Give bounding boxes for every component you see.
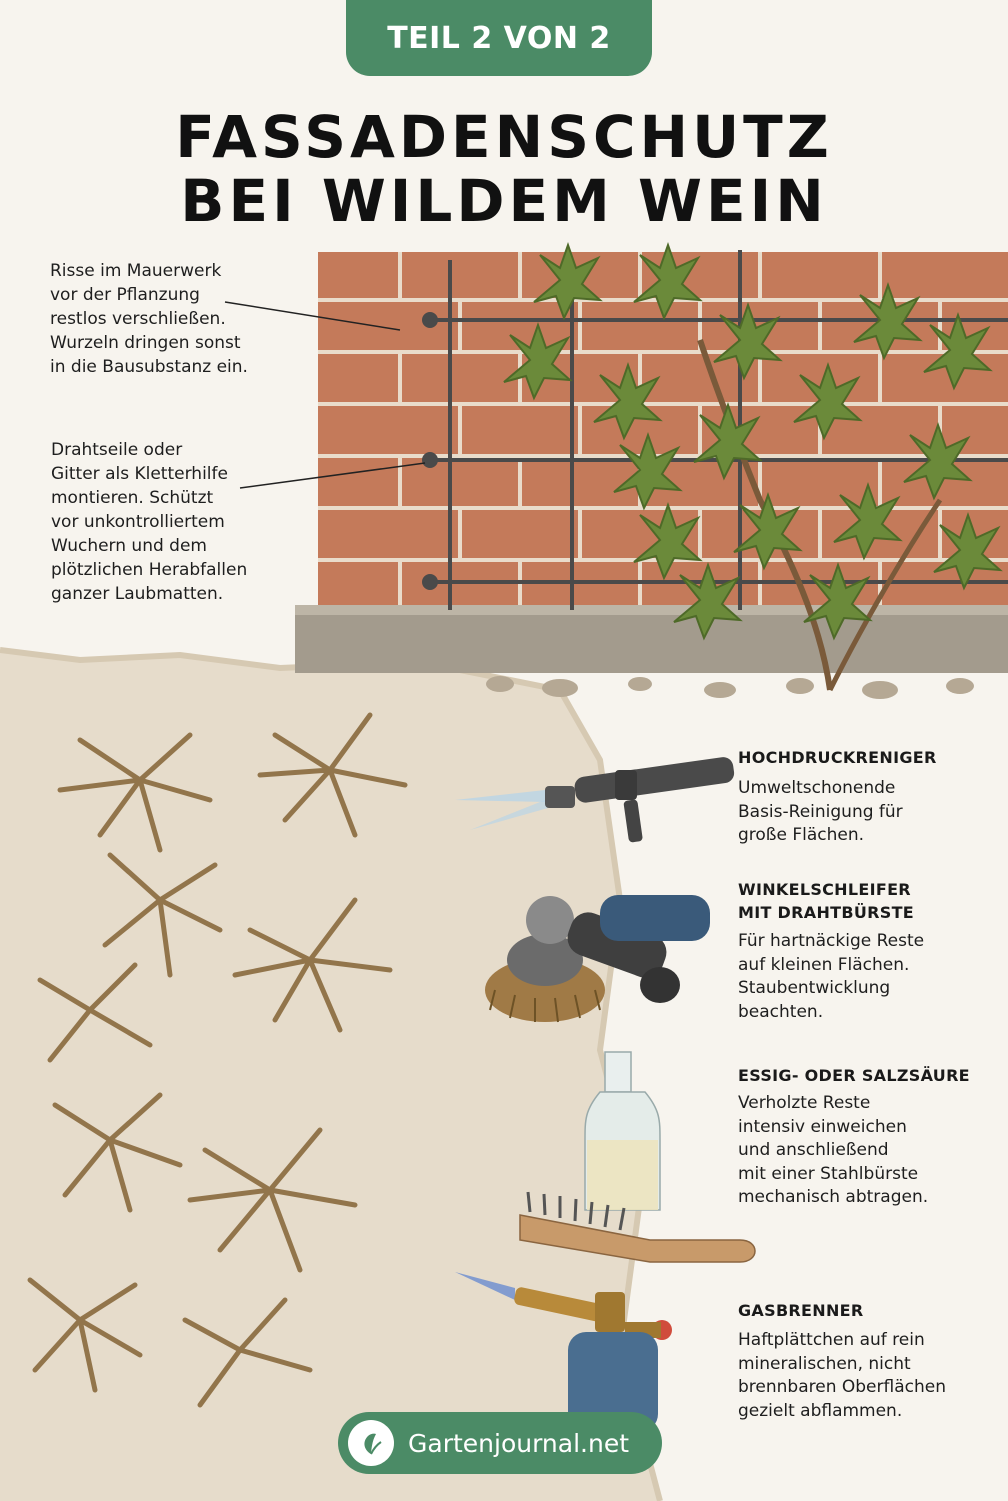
plaster-wall: [0, 650, 660, 1501]
garden-leaf-icon: [348, 1420, 394, 1466]
brand-name: Gartenjournal.net: [408, 1428, 630, 1458]
note-crack-sealing: Risse im Mauerwerk vor der Pflanzung restlos verschließen. Wurzeln dringen sonst in die Bausubstanz ein.: [50, 261, 248, 377]
page-title-line2: BEI WILDEM WEIN: [180, 167, 828, 235]
tool-title-angle-grinder: WINKELSCHLEIFER MIT DRAHTBÜRSTE: [738, 880, 915, 922]
tool-text-pressure-washer: Umweltschonende Basis-Reinigung für große Flächen.: [738, 778, 903, 845]
note-climbing-aid: Drahtseile oder Gitter als Kletterhilfe montieren. Schützt vor unkontrolliertem Wuchern und dem plötzlichen Herabfallen ganzer Laubmatten.: [51, 440, 248, 604]
tool-title-pressure-washer: HOCHDRUCKRENIGER: [738, 748, 937, 767]
tool-title-acid: ESSIG- ODER SALZSÄURE: [738, 1066, 970, 1085]
tool-title-gas-burner: GASBRENNER: [738, 1301, 864, 1320]
tool-text-acid: Verholzte Reste intensiv einweichen und anschließend mit einer Stahlbürste mechanisch abtragen.: [738, 1093, 929, 1207]
part-badge: TEIL 2 VON 2: [346, 0, 652, 76]
brand-logo[interactable]: [338, 1412, 662, 1474]
tool-text-angle-grinder: Für hartnäckige Reste auf kleinen Flächen. Staubentwicklung beachten.: [738, 931, 925, 1022]
tool-text-gas-burner: Haftplättchen auf rein mineralischen, nicht brennbaren Oberflächen gezielt abflammen.: [738, 1330, 946, 1421]
page-title-line1: FASSADENSCHUTZ: [175, 103, 833, 171]
